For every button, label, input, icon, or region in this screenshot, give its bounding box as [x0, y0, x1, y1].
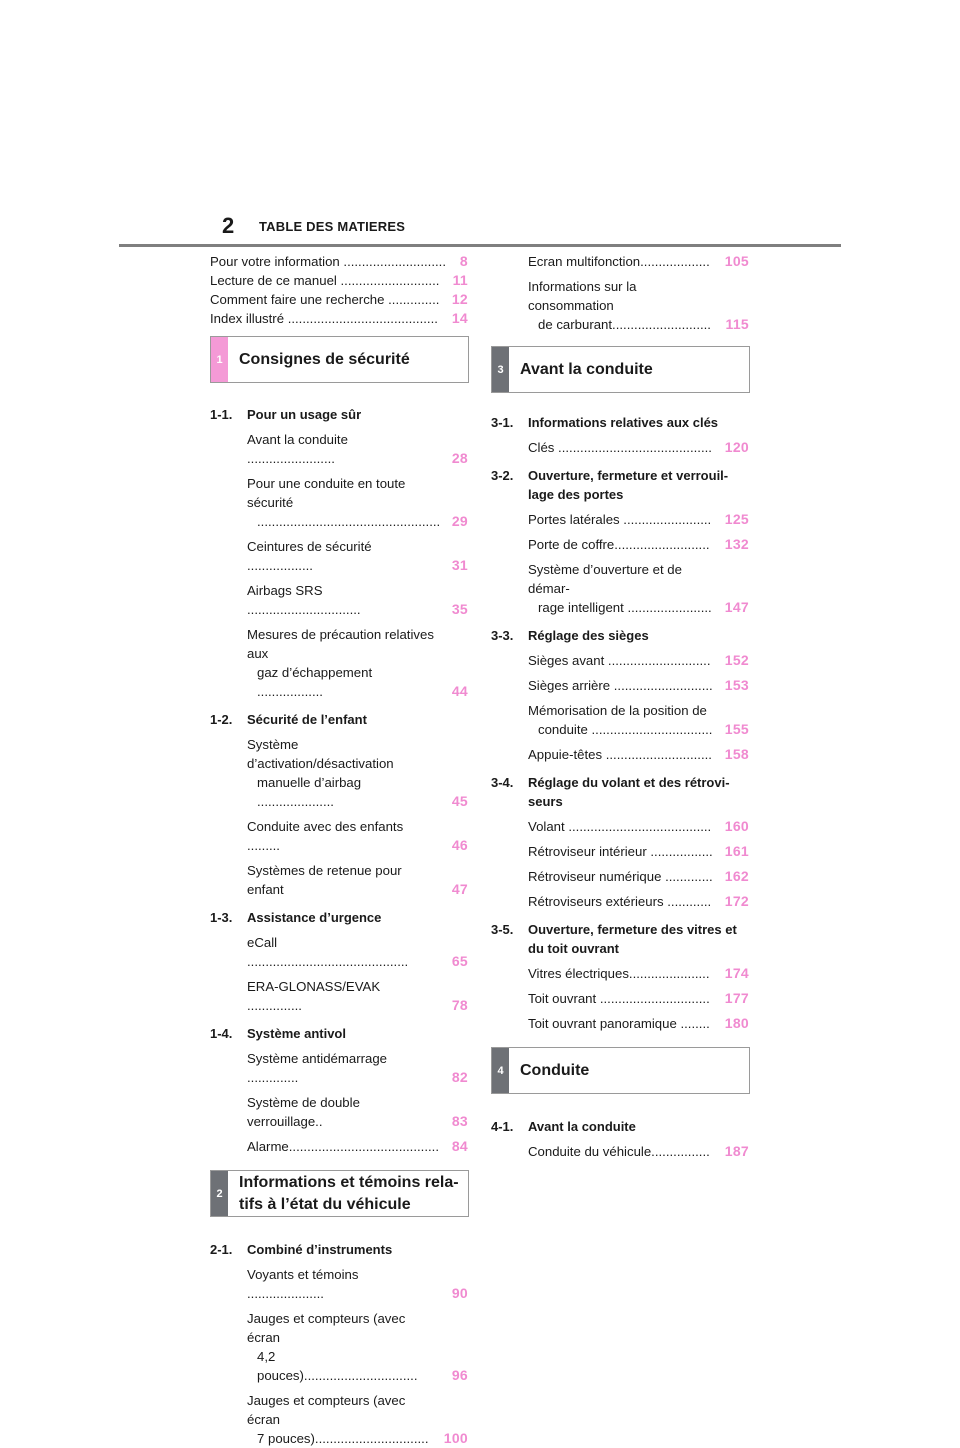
toc-entry[interactable] — [210, 977, 468, 1015]
toc-entry-text: Portes latérales ........................ — [528, 512, 712, 527]
section-title: Système antivol — [247, 1026, 346, 1041]
toc-page-link[interactable]: 161 — [724, 843, 749, 859]
toc-entry[interactable] — [210, 933, 468, 971]
toc-page-link[interactable]: 160 — [724, 818, 749, 834]
toc-entry[interactable] — [210, 271, 468, 290]
toc-entry-text: Système antidémarrage .............. — [247, 1051, 388, 1085]
toc-page-link[interactable]: 65 — [451, 953, 468, 969]
toc-entry-text: Sièges arrière ........................... — [528, 678, 713, 693]
chapter-title — [239, 1171, 459, 1216]
toc-entry[interactable] — [491, 651, 749, 670]
toc-entry-text-cont: conduite ................................. — [538, 722, 713, 737]
toc-entry[interactable] — [210, 1093, 468, 1131]
toc-entry[interactable] — [210, 861, 468, 899]
toc-entry[interactable] — [491, 510, 749, 529]
toc-entry[interactable] — [210, 735, 468, 811]
toc-entry[interactable] — [491, 867, 749, 886]
toc-page-link[interactable]: 45 — [451, 793, 468, 809]
chapter-title: Consignes de sécurité — [239, 350, 410, 368]
toc-entry[interactable] — [210, 1265, 468, 1303]
section-heading — [210, 908, 468, 927]
section-number: 1-3. — [210, 910, 233, 925]
toc-entry[interactable] — [210, 474, 468, 531]
toc-entry-text: Rétroviseur intérieur ................. — [528, 844, 713, 859]
toc-page-link[interactable]: 120 — [724, 439, 749, 455]
toc-entry[interactable] — [491, 535, 749, 554]
toc-entry[interactable] — [491, 817, 749, 836]
section-title-line1: Ouverture, fermeture des vitres et — [528, 922, 737, 937]
toc-entry[interactable] — [210, 817, 468, 855]
toc-page-link[interactable]: 162 — [724, 868, 749, 884]
chapter-4-box[interactable] — [491, 1047, 750, 1094]
toc-entry[interactable] — [210, 1137, 468, 1156]
toc-entry-text: Lecture de ce manuel ........................... — [210, 273, 440, 288]
section-heading — [491, 920, 749, 958]
chapter-title: Avant la conduite — [520, 360, 653, 378]
section-heading — [491, 466, 749, 504]
section-number: 3-5. — [491, 922, 514, 937]
toc-page-link[interactable]: 132 — [724, 536, 749, 552]
toc-page-link[interactable]: 46 — [451, 837, 468, 853]
section-number: 2-1. — [210, 1242, 233, 1257]
toc-entry[interactable] — [491, 252, 749, 271]
chapter-title-line2: tifs à l’état du véhicule — [239, 1195, 411, 1213]
section-number: 1-1. — [210, 407, 233, 422]
toc-page-link[interactable]: 44 — [451, 683, 468, 699]
toc-entry-text: Pour une conduite en toute sécurité — [247, 476, 406, 510]
page-title: TABLE DES MATIERES — [259, 219, 406, 234]
section-title-line2: seurs — [528, 794, 563, 809]
section-title: Combiné d’instruments — [247, 1242, 393, 1257]
section-heading — [210, 1024, 468, 1043]
chapter-3-box[interactable] — [491, 346, 750, 393]
toc-page-link[interactable]: 115 — [725, 316, 749, 332]
toc-entry[interactable] — [491, 438, 749, 457]
toc-entry-text: Appuie-têtes ............................. — [528, 747, 712, 762]
toc-entry[interactable] — [491, 964, 749, 983]
section-heading — [491, 626, 749, 645]
chapter-title-line1: Informations et témoins rela- — [239, 1173, 459, 1191]
toc-entry[interactable] — [210, 290, 468, 309]
toc-entry-text-cont: 4,2 pouces)............................... — [257, 1349, 418, 1383]
toc-entry-text: eCall ............................................ — [247, 935, 409, 969]
section-number: 3-1. — [491, 415, 514, 430]
section-heading — [210, 710, 468, 729]
chapter-tab: 1 — [211, 337, 228, 382]
toc-entry-text-cont: rage intelligent ....................... — [538, 600, 712, 615]
toc-entry-text: Conduite du véhicule................ — [528, 1144, 710, 1159]
header-divider — [119, 244, 841, 247]
chapter-1-box[interactable] — [210, 336, 469, 383]
toc-entry[interactable] — [210, 252, 468, 271]
toc-entry-text: Volant ....................................... — [528, 819, 712, 834]
toc-entry[interactable] — [491, 892, 749, 911]
toc-left-column — [210, 252, 468, 1448]
toc-entry-text: Toit ouvrant .............................. — [528, 991, 710, 1006]
toc-entry[interactable] — [210, 430, 468, 468]
toc-entry-text: Informations sur la consommation — [528, 279, 637, 313]
section-number: 4-1. — [491, 1119, 514, 1134]
toc-page-link[interactable]: 82 — [451, 1069, 468, 1085]
page-number: 2 — [222, 213, 235, 238]
toc-page-link[interactable]: 90 — [451, 1285, 468, 1301]
section-heading — [491, 1117, 749, 1136]
toc-entry-text: Conduite avec des enfants ......... — [247, 819, 404, 853]
toc-entry[interactable] — [491, 560, 749, 617]
toc-entry[interactable] — [491, 676, 749, 695]
section-title: Pour un usage sûr — [247, 407, 362, 422]
toc-entry[interactable] — [210, 1391, 468, 1448]
section-heading — [491, 413, 749, 432]
section-heading — [210, 1240, 468, 1259]
toc-entry[interactable] — [491, 1014, 749, 1033]
toc-entry[interactable] — [210, 309, 468, 328]
toc-page-link[interactable]: 78 — [451, 997, 468, 1013]
toc-page-link[interactable]: 14 — [451, 310, 468, 326]
toc-page-link[interactable]: 155 — [724, 721, 749, 737]
toc-entry[interactable] — [210, 581, 468, 619]
toc-entry-text-cont: de carburant........................... — [538, 317, 711, 332]
section-title: Assistance d’urgence — [247, 910, 382, 925]
toc-entry-text: Clés .......................................... — [528, 440, 712, 455]
toc-entry-text-cont: gaz d’échappement .................. — [257, 665, 373, 699]
section-number: 3-4. — [491, 775, 514, 790]
toc-page-link[interactable]: 8 — [459, 253, 468, 269]
toc-entry-text: Rétroviseurs extérieurs ............ — [528, 894, 712, 909]
toc-page-link[interactable]: 35 — [451, 601, 468, 617]
toc-entry-text-cont: manuelle d’airbag ..................... — [257, 775, 362, 809]
toc-entry-text: Toit ouvrant panoramique ........ — [528, 1016, 710, 1031]
toc-entry-text: Airbags SRS ............................... — [247, 583, 361, 617]
section-number: 3-2. — [491, 468, 514, 483]
toc-entry-text: Sièges avant ............................ — [528, 653, 711, 668]
toc-entry-text-cont: .................................................. — [257, 514, 441, 529]
toc-entry-text-cont: 7 pouces)............................... — [257, 1431, 429, 1446]
toc-entry[interactable] — [491, 989, 749, 1008]
toc-entry-text: Vitres électriques...................... — [528, 966, 710, 981]
toc-entry[interactable] — [210, 1309, 468, 1385]
chapter-tab: 4 — [492, 1048, 509, 1093]
toc-entry-text: Système d’activation/désactivation — [247, 737, 394, 771]
toc-page-link[interactable]: 28 — [451, 450, 468, 466]
toc-entry-text: Mémorisation de la position de — [528, 703, 707, 718]
toc-entry[interactable] — [491, 842, 749, 861]
section-number: 3-3. — [491, 628, 514, 643]
toc-page-link[interactable]: 187 — [724, 1143, 749, 1159]
section-title: Sécurité de l’enfant — [247, 712, 367, 727]
toc-entry-text: Porte de coffre.......................... — [528, 537, 710, 552]
toc-entry-text: Comment faire une recherche .............. — [210, 292, 440, 307]
toc-entry-text: Index illustré ......................................... — [210, 311, 438, 326]
section-title: Réglage des sièges — [528, 628, 649, 643]
section-number: 1-4. — [210, 1026, 233, 1041]
toc-entry[interactable] — [210, 537, 468, 575]
toc-page-link[interactable]: 47 — [451, 881, 468, 897]
toc-page-link[interactable]: 177 — [724, 990, 749, 1006]
toc-entry-text: Système d’ouverture et de démar- — [528, 562, 682, 596]
toc-entry-text: Système de double verrouillage.. — [247, 1095, 360, 1129]
section-title: Informations relatives aux clés — [528, 415, 719, 430]
toc-entry[interactable] — [491, 745, 749, 764]
toc-entry[interactable] — [491, 1142, 749, 1161]
section-heading — [491, 773, 749, 811]
toc-entry-text: Voyants et témoins ..................... — [247, 1267, 359, 1301]
section-title-line2: lage des portes — [528, 487, 624, 502]
chapter-title: Conduite — [520, 1061, 590, 1079]
chapter-tab: 3 — [492, 347, 509, 392]
toc-page-link[interactable]: 174 — [724, 965, 749, 981]
toc-entry-text: Ecran multifonction................... — [528, 254, 710, 269]
toc-page-link[interactable]: 153 — [724, 677, 749, 693]
section-title-line1: Réglage du volant et des rétrovi- — [528, 775, 730, 790]
toc-page-link[interactable]: 180 — [724, 1015, 749, 1031]
toc-right-column — [491, 252, 749, 1161]
chapter-2-box[interactable] — [210, 1170, 469, 1217]
toc-entry-text: Mesures de précaution relatives aux — [247, 627, 434, 661]
toc-page-link[interactable]: 158 — [724, 746, 749, 762]
toc-entry[interactable] — [491, 701, 749, 739]
toc-entry[interactable] — [491, 277, 749, 334]
toc-page-link[interactable]: 11 — [452, 272, 468, 288]
toc-entry-text: Alarme......................................... — [247, 1139, 439, 1154]
toc-entry-text: Pour votre information ............................ — [210, 254, 446, 269]
section-title: Avant la conduite — [528, 1119, 636, 1134]
toc-entry[interactable] — [210, 625, 468, 701]
toc-page-link[interactable]: 172 — [724, 893, 749, 909]
toc-entry-text: Avant la conduite ........................ — [247, 432, 348, 466]
toc-page-link[interactable]: 152 — [724, 652, 749, 668]
toc-entry-text: Jauges et compteurs (avec écran — [247, 1393, 406, 1427]
section-heading — [210, 405, 468, 424]
section-number: 1-2. — [210, 712, 233, 727]
toc-entry-text: ERA-GLONASS/EVAK ............... — [247, 979, 381, 1013]
toc-page-link[interactable]: 84 — [451, 1138, 468, 1154]
toc-page-link[interactable]: 105 — [724, 253, 749, 269]
section-title-line1: Ouverture, fermeture et verrouil- — [528, 468, 729, 483]
toc-page-link[interactable]: 96 — [451, 1367, 468, 1383]
toc-entry-text: Systèmes de retenue pour enfant — [247, 863, 402, 897]
toc-entry-text: Ceintures de sécurité .................. — [247, 539, 372, 573]
toc-page-link[interactable]: 31 — [451, 557, 468, 573]
toc-entry[interactable] — [210, 1049, 468, 1087]
section-title-line2: du toit ouvrant — [528, 941, 619, 956]
chapter-tab: 2 — [211, 1171, 228, 1216]
toc-page-link[interactable]: 29 — [451, 513, 468, 529]
toc-page-link[interactable]: 147 — [724, 599, 749, 615]
toc-entry-text: Rétroviseur numérique ............. — [528, 869, 713, 884]
toc-page-link[interactable]: 100 — [443, 1430, 468, 1446]
toc-page-link[interactable]: 83 — [451, 1113, 468, 1129]
toc-entry-text: Jauges et compteurs (avec écran — [247, 1311, 406, 1345]
toc-page-link[interactable]: 12 — [451, 291, 468, 307]
toc-page-link[interactable]: 125 — [724, 511, 749, 527]
